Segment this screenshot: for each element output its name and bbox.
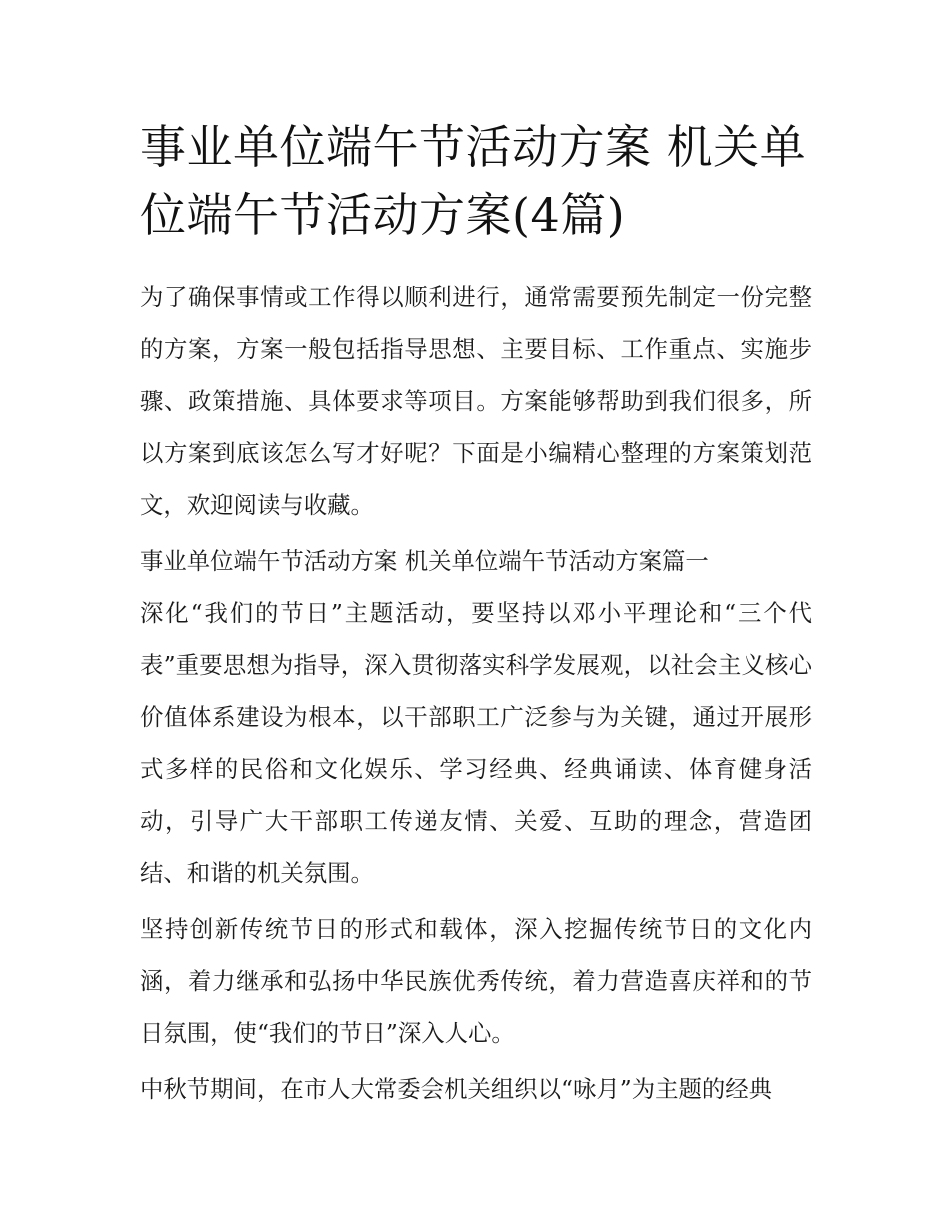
body-paragraph-2: 坚持创新传统节日的形式和载体，深入挖掘传统节日的文化内涵，着力继承和弘扬中华民族优秀传统，着力营造喜庆祥和的节日氛围，使“我们的节日”深入人心。	[140, 915, 812, 1047]
body-paragraph-3: 中秋节期间，在市人大常委会机关组织以“咏月”为主题的经典	[140, 1075, 773, 1103]
intro-paragraph: 为了确保事情或工作得以顺利进行，通常需要预先制定一份完整的方案，方案一般包括指导思想、主要目标、工作重点、实施步骤、政策措施、具体要求等项目。方案能够帮助到我们很多，所以方案到底该怎么写才好呢？下面是小编精心整理的方案策划范文，欢迎阅读与收藏。	[140, 283, 812, 519]
body-paragraph-1: 深化“我们的节日”主题活动，要坚持以邓小平理论和“三个代表”重要思想为指导，深入贯彻落实科学发展观，以社会主义核心价值体系建设为根本，以干部职工广泛参与为关键，通过开展形式多样的民俗和文化娱乐、学习经典、经典诵读、体育健身活动，引导广大干部职工传递友情、关爱、互助的理念，营造团结、和谐的机关氛围。	[140, 599, 812, 887]
document-title: 事业单位端午节活动方案 机关单位端午节活动方案(4篇)	[140, 120, 807, 242]
document-body	[140, 113, 812, 1119]
section-heading: 事业单位端午节活动方案 机关单位端午节活动方案篇一	[140, 547, 709, 575]
